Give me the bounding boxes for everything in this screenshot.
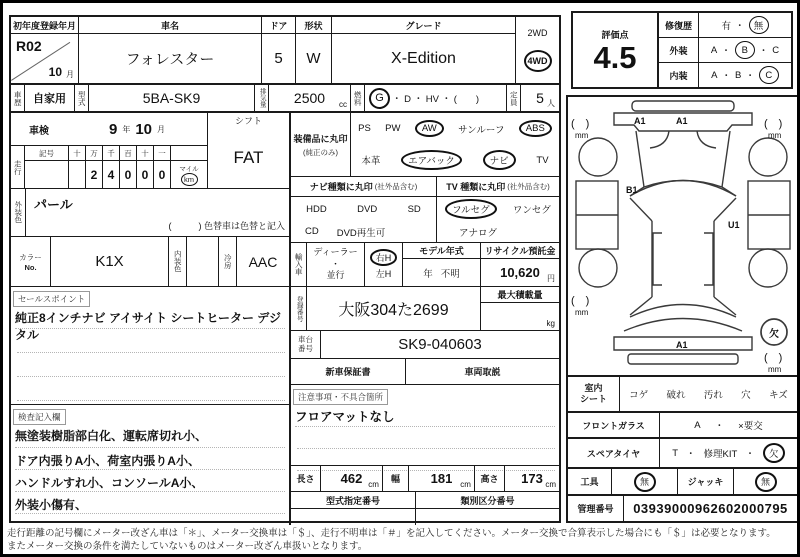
- nav-dvd-play: DVD再生可: [336, 227, 386, 239]
- spare-repair-kit: 修理KIT: [703, 449, 738, 460]
- nav-cd: CD: [304, 226, 319, 237]
- model-year-label: モデル年式: [403, 243, 480, 259]
- footer-line-1: 走行距離の記号欄にメーター改ざん車は「＊」、メーター交換車は「＄」、走行不明車は「＃」を記入してください。メーター交換で合算表示した場合にも「＄」は必要となります。: [7, 528, 776, 539]
- odo-digit: 0: [120, 161, 137, 188]
- height-label: 高さ: [475, 466, 505, 491]
- door-count: 5: [274, 50, 283, 67]
- nav-type-sublabel: (社外品含む): [374, 182, 418, 191]
- odo-digit: 0: [154, 161, 171, 188]
- handle-right-circled: 右H: [370, 249, 398, 266]
- seat-stain: 汚れ: [703, 390, 723, 401]
- reg-number: 大阪304た2699: [307, 287, 481, 330]
- equipment-sublabel: (純正のみ): [302, 147, 338, 157]
- mm-label: mm: [768, 131, 782, 140]
- model-year-value: 不明: [440, 268, 460, 280]
- equipment-row-1: [351, 113, 559, 145]
- separator-dot: ・: [721, 46, 731, 57]
- inspector-notes-box: [11, 405, 289, 525]
- windshield-replace: ×要交: [738, 421, 763, 432]
- grade-a: A: [711, 69, 718, 81]
- width-cell: [409, 466, 475, 491]
- mgmt-number-label: 管理番号: [568, 496, 624, 521]
- footer-line-2: またメーター交換の条件を満たしていないものはメーター改ざん車扱いとなります。: [7, 541, 368, 552]
- mm-bracket: ( ): [764, 352, 783, 364]
- inspector-note-line: 無塗装樹脂部白化、運転席切れ小、: [15, 427, 285, 448]
- recycle-unit: 円: [547, 274, 555, 283]
- fuel-label: 燃料: [353, 90, 363, 106]
- jack-label: ジャッキ: [678, 469, 734, 494]
- color-no-label-2: No.: [24, 262, 37, 272]
- jack-value: [734, 469, 797, 494]
- vehicle-manual: 車両取説: [464, 367, 501, 377]
- inspector-note-line: ハンドルすれ小、コンソールA小、: [15, 470, 285, 492]
- grade-b: B: [735, 69, 742, 81]
- equip-sunroof: サンルーフ: [458, 124, 505, 136]
- history-value: 自家用: [25, 85, 75, 111]
- mm-bracket: ( ): [764, 118, 783, 130]
- odo-col: 万: [86, 146, 103, 160]
- mgmt-number: 03939000962602000795: [633, 501, 788, 516]
- mm-label: mm: [575, 308, 589, 317]
- equipment-label-cell: [291, 113, 351, 176]
- odo-col: 百: [120, 146, 137, 160]
- shaken-label: 車検: [29, 125, 49, 137]
- exterior-grade-label: 外装: [659, 38, 699, 62]
- shaken-date: [67, 113, 207, 145]
- recycle-value: 10,620: [500, 265, 540, 280]
- odo-digit: 0: [137, 161, 154, 188]
- separator-dot: ・: [686, 449, 696, 460]
- nav-type-label: ナビ種類に丸印: [309, 182, 373, 192]
- width-unit: cm: [460, 480, 471, 489]
- right-column: [566, 95, 799, 523]
- windshield-value: [660, 413, 797, 437]
- exterior-color-value: パール: [34, 197, 73, 212]
- odo-col: 十: [137, 146, 154, 160]
- interior-grade-c-circled: C: [759, 66, 779, 84]
- odo-col: 一: [154, 146, 171, 160]
- caution-label: 注意事項・不具合箇所: [293, 389, 388, 405]
- nav-type-row-2: [291, 221, 437, 242]
- equip-navi-circled: ナビ: [483, 150, 516, 170]
- car-damage-diagram: [568, 97, 797, 375]
- width-value: 181: [430, 471, 453, 486]
- capacity-unit: 人: [547, 99, 555, 108]
- rating-label: 評価点: [601, 29, 629, 40]
- repair-history-label: 修復歴: [659, 13, 699, 37]
- sales-point-label: セールスポイント: [13, 291, 90, 307]
- odo-unit-mile: マイル: [179, 165, 199, 173]
- capacity-label: 定員: [509, 90, 519, 106]
- payload-label: 最大積載量: [481, 287, 559, 303]
- interior-grade-label: 内装: [659, 63, 699, 87]
- shaken-year: 9: [108, 120, 118, 138]
- seat-label-2: シート: [579, 394, 607, 404]
- equip-pw: PW: [385, 123, 401, 135]
- spare-t: T: [672, 447, 678, 459]
- separator-dot: ・: [745, 71, 755, 82]
- ac-label: 冷房: [223, 254, 233, 269]
- drive-2wd: 2WD: [527, 28, 548, 39]
- model-year-unit: 年: [423, 268, 433, 280]
- fuel-options: ・ D ・ HV ・ ( ): [392, 94, 480, 105]
- separator-dot: ・: [714, 421, 725, 432]
- seat-conditions: [620, 377, 797, 411]
- shift-label: シフト: [234, 116, 262, 126]
- seat-label-1: 室内: [584, 383, 603, 394]
- reg-number-label: 登録番号: [295, 295, 303, 322]
- equip-leather: 本革: [361, 156, 381, 168]
- drive-4wd-circled: 4WD: [524, 50, 552, 72]
- capacity-cell: [521, 85, 559, 111]
- capacity-value: 5: [536, 90, 544, 106]
- missing-mark: 欠: [769, 329, 779, 340]
- door-label: ドア: [262, 17, 295, 34]
- tv-type-row-2: [437, 221, 559, 242]
- ac-value: AAC: [248, 253, 278, 270]
- odo-sign-value: [25, 161, 69, 188]
- odo-sign-label: 記号: [25, 146, 69, 160]
- odometer-table: [25, 146, 207, 188]
- fuel-gasoline-circled: G: [369, 88, 390, 109]
- fuel-cell: [365, 85, 507, 111]
- chassis-label-1: 車台: [297, 335, 313, 345]
- reg-date-cell: [11, 34, 78, 83]
- chassis-label: [291, 331, 321, 358]
- seat-burn: コゲ: [629, 390, 649, 401]
- spare-tire-label: スペアタイヤ: [568, 439, 660, 467]
- tools-none-circled: 無: [634, 472, 656, 492]
- model-code: 5BA-SK9: [89, 85, 255, 111]
- reg-year: R02: [16, 38, 42, 54]
- odo-unit-km-circled: km: [181, 173, 198, 186]
- odo-digit: 4: [103, 161, 120, 188]
- tv-analog: アナログ: [458, 227, 497, 239]
- classification-value: [416, 509, 559, 525]
- history-label: 車歴: [13, 90, 23, 106]
- displacement-cell: [269, 85, 351, 111]
- handle-left: 左H: [375, 269, 392, 279]
- body-shape: W: [306, 50, 321, 67]
- odo-digit: [69, 161, 86, 188]
- repair-yes: 有: [721, 21, 731, 32]
- tools-value: [612, 469, 678, 494]
- type-designation-value: [291, 509, 416, 525]
- tv-fullseg-circled: フルセグ: [445, 199, 497, 219]
- odo-col: 十: [69, 146, 86, 160]
- grade-value: X-Edition: [391, 49, 456, 67]
- nav-type-row-1: [291, 197, 437, 221]
- reg-month: 10: [48, 65, 62, 79]
- interior-grade-value: [699, 63, 791, 87]
- import-dealer: ディーラー: [313, 246, 358, 257]
- inspector-note-line: 外装小傷有、: [15, 492, 285, 514]
- color-change-note: ( ) 色替車は色替と記入: [168, 221, 285, 231]
- separator-dot: ・: [758, 46, 769, 57]
- displacement-label: 排気量: [258, 88, 266, 108]
- sales-point-box: [11, 287, 289, 405]
- length-value: 462: [340, 471, 363, 486]
- damage-a1-rear: A1: [676, 340, 688, 350]
- damage-u1-right: U1: [728, 220, 740, 230]
- payload-value-cell: [481, 303, 559, 330]
- rating-box: [571, 11, 793, 89]
- nav-type-header: [291, 177, 437, 196]
- color-no-value: K1X: [51, 237, 169, 286]
- sales-point-text: 純正8インチナビ アイサイト シートヒーター デジタル: [15, 309, 285, 329]
- exterior-color-cell: [26, 189, 289, 236]
- equip-ps: PS: [358, 123, 371, 135]
- shift-value: FAT: [233, 148, 264, 167]
- seat-hole: 穴: [741, 390, 751, 401]
- equipment-row-2: [351, 145, 559, 177]
- chassis-label-2: 番号: [297, 343, 313, 353]
- equip-tv: TV: [536, 154, 549, 166]
- repair-history-value: [699, 13, 791, 37]
- odo-col: 千: [103, 146, 120, 160]
- main-table: [9, 15, 561, 523]
- shaken-month-unit: 月: [157, 124, 166, 134]
- mm-label: mm: [575, 131, 589, 140]
- damage-a1-front-left: A1: [634, 116, 646, 126]
- separator-dot: ・: [735, 21, 745, 32]
- equip-aw-circled: AW: [415, 120, 444, 137]
- shaken-month: 10: [135, 120, 153, 138]
- car-name: フォレスター: [125, 51, 215, 68]
- color-no-label-1: カラー: [19, 252, 42, 262]
- height-unit: cm: [545, 480, 556, 489]
- tv-type-header: [437, 177, 559, 196]
- mm-bracket: ( ): [571, 118, 590, 130]
- tv-type-label: TV 種類に丸印: [446, 182, 506, 192]
- width-label: 幅: [383, 466, 409, 491]
- car-name-label: 車名: [79, 17, 261, 34]
- import-dealer-cell: [307, 243, 365, 286]
- chassis-number: SK9-040603: [398, 336, 482, 353]
- tv-type-sublabel: (社外品含む): [507, 182, 550, 191]
- recycle-value-cell: [481, 259, 559, 286]
- recycle-label: リサイクル預託金: [481, 243, 559, 259]
- spare-tire-value: [660, 439, 797, 467]
- windshield-label: フロントガラス: [568, 413, 660, 437]
- length-label: 長さ: [291, 466, 321, 491]
- car-top-view: [568, 97, 797, 375]
- exterior-grade-b-circled: B: [735, 41, 755, 59]
- grade-a: A: [710, 44, 718, 56]
- interior-color-label: 内装色: [173, 250, 183, 273]
- windshield-a: A: [694, 419, 701, 431]
- color-no-label: [11, 237, 51, 286]
- separator-dot: ・: [721, 71, 731, 82]
- footer-notes: [7, 527, 799, 553]
- seat-scratch: キズ: [768, 390, 788, 401]
- rating-score: 4.5: [593, 39, 637, 75]
- warranty-book: 新車保証書: [291, 359, 406, 384]
- caution-box: [291, 385, 559, 466]
- import-parallel: 並行: [326, 270, 345, 281]
- import-label: 輸入車: [294, 253, 304, 276]
- model-year-value-cell: [403, 259, 480, 286]
- displacement-value: 2500: [293, 90, 326, 106]
- equip-airbag-circled: エアバック: [401, 150, 462, 170]
- length-unit: cm: [368, 480, 379, 489]
- jack-none-circled: 無: [755, 472, 777, 492]
- model-code-label: 型式: [77, 90, 87, 106]
- damage-b1-left: B1: [626, 185, 638, 195]
- reg-date-label: 初年度登録年月: [11, 17, 78, 34]
- interior-color-value: [187, 237, 219, 286]
- length-cell: [321, 466, 383, 491]
- spare-missing-circled: 欠: [763, 443, 785, 463]
- tv-oneseg: ワンセグ: [512, 205, 551, 216]
- height-value: 173: [521, 471, 543, 486]
- nav-dvd: DVD: [357, 203, 378, 215]
- shaken-year-unit: 年: [122, 124, 131, 134]
- grade-label: グレード: [332, 17, 515, 34]
- displacement-unit: cc: [339, 100, 347, 109]
- exterior-color-label: 外装色: [13, 201, 23, 224]
- exterior-grade-value: [699, 38, 791, 62]
- handle-cell: [365, 243, 403, 286]
- odo-digit: 2: [86, 161, 103, 188]
- nav-hdd: HDD: [306, 203, 327, 215]
- nav-sd: SD: [407, 203, 421, 215]
- type-designation-label: 型式指定番号: [291, 492, 416, 508]
- classification-label: 類別区分番号: [460, 495, 515, 506]
- grade-c: C: [772, 44, 780, 56]
- equipment-label: 装備品に丸印: [293, 133, 348, 144]
- separator-dot: ・: [745, 449, 755, 460]
- reg-month-unit: 月: [66, 70, 74, 79]
- equip-abs-circled: ABS: [519, 120, 552, 137]
- shape-label: 形状: [296, 17, 331, 34]
- mm-bracket: ( ): [571, 295, 590, 307]
- height-cell: [505, 466, 559, 491]
- seat-tear: 破れ: [666, 390, 686, 401]
- odo-unit-cell: [171, 161, 207, 188]
- damage-a1-front-right: A1: [676, 116, 688, 126]
- mm-label: mm: [768, 365, 782, 374]
- import-dot: ・: [330, 258, 340, 269]
- repair-no-circled: 無: [749, 16, 769, 34]
- payload-unit: kg: [546, 319, 555, 328]
- drive-type-cell: [516, 17, 559, 83]
- caution-text: フロアマットなし: [295, 407, 555, 427]
- seat-label: [568, 377, 620, 411]
- inspector-notes-label: 検査記入欄: [13, 409, 66, 425]
- tools-label: 工具: [568, 469, 612, 494]
- inspector-note-line: ドア内張りA小、荷室内張りA小、: [15, 448, 285, 470]
- tv-type-row-1: [437, 197, 559, 221]
- odometer-label: 走行: [13, 159, 23, 175]
